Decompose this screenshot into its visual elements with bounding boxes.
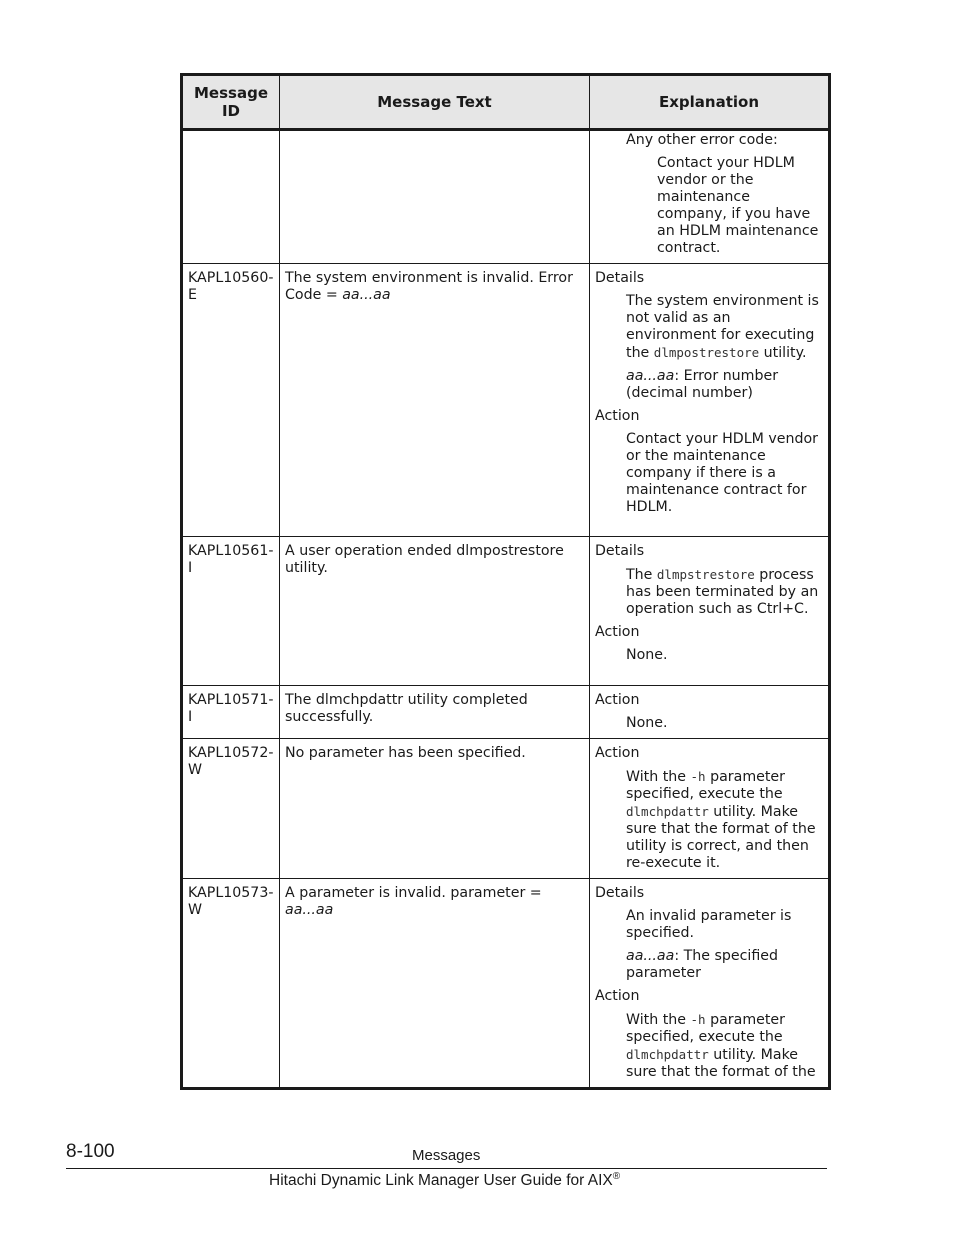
details-variable: aa...aa: Error number (decimal number) [626,368,779,401]
action-heading: Action [595,624,640,640]
message-id-cell [182,130,280,264]
details-heading: Details [595,885,645,901]
details-heading: Details [595,270,645,286]
details-heading: Details [595,543,645,559]
message-id: KAPL10571-I [182,686,280,739]
message-id: KAPL10560-E [182,264,280,537]
action-text: With the -h parameter specified, execute the dlmchpdattr utility. Make sure that the format of the utility is correct, and then re-execute it. [626,769,816,871]
header-explanation: Explanation [590,75,830,130]
explanation-cell [590,739,830,879]
explanation-cell [590,264,830,537]
code-dlmchpdattr: dlmchpdattr [626,1047,709,1062]
details-text: The dlmpstrestore process has been terminated by an operation such as Ctrl+C. [626,567,819,617]
message-table [180,73,831,1090]
message-id: KAPL10573-W [182,879,280,1089]
explanation-text: Contact your HDLM vendor or the maintenance company, if you have an HDLM maintenance contract. [657,155,819,256]
action-text: With the -h parameter specified, execute the dlmchpdattr utility. Make sure that the format of the [626,1012,816,1080]
table-row [182,537,830,686]
table-row [182,130,830,264]
message-text: No parameter has been specified. [280,739,590,879]
code-h-option: -h [690,769,706,784]
action-text: None. [626,715,668,731]
code-dlmpostrestore: dlmpostrestore [653,345,760,360]
action-text: None. [626,647,668,663]
table-row [182,879,830,1089]
action-heading: Action [595,692,640,708]
message-id: KAPL10572-W [182,739,280,879]
action-heading: Action [595,408,640,424]
message-text: A parameter is invalid. parameter = aa...aa [280,879,590,1089]
registered-mark: ® [612,1171,621,1182]
message-text: The dlmchpdattr utility completed successfully. [280,686,590,739]
explanation-lead: Any other error code: [626,132,778,148]
table-row [182,686,830,739]
message-text-cell [280,130,590,264]
details-variable: aa...aa: The specified parameter [626,948,779,981]
explanation-cell [590,130,830,264]
details-text: An invalid parameter is specified. [626,908,792,941]
code-dlmchpdattr: dlmchpdattr [626,804,709,819]
table-row [182,739,830,879]
header-message-id: Message ID [182,75,280,130]
action-heading: Action [595,988,640,1004]
explanation-cell [590,537,830,686]
code-h-option: -h [690,1012,706,1027]
message-text: A user operation ended dlmpostrestore utility. [280,537,590,686]
table-row [182,264,830,537]
code-dlmpstrestore: dlmpstrestore [656,567,755,582]
action-heading: Action [595,745,640,761]
message-text: The system environment is invalid. Error Code = aa...aa [280,264,590,537]
details-text: The system environment is not valid as an environment for executing the dlmpostrestore utility. [626,293,819,361]
section-title: Messages [412,1147,481,1164]
book-title: Hitachi Dynamic Link Manager User Guide for AIX® [269,1171,621,1190]
message-id: KAPL10561-I [182,537,280,686]
page-number: 8-100 [66,1141,115,1162]
action-text: Contact your HDLM vendor or the maintenance company if there is a maintenance contract for HDLM. [626,431,819,515]
table-header-row [182,75,830,130]
header-message-text: Message Text [280,75,590,130]
explanation-cell [590,879,830,1089]
footer-divider [66,1168,827,1169]
explanation-cell [590,686,830,739]
